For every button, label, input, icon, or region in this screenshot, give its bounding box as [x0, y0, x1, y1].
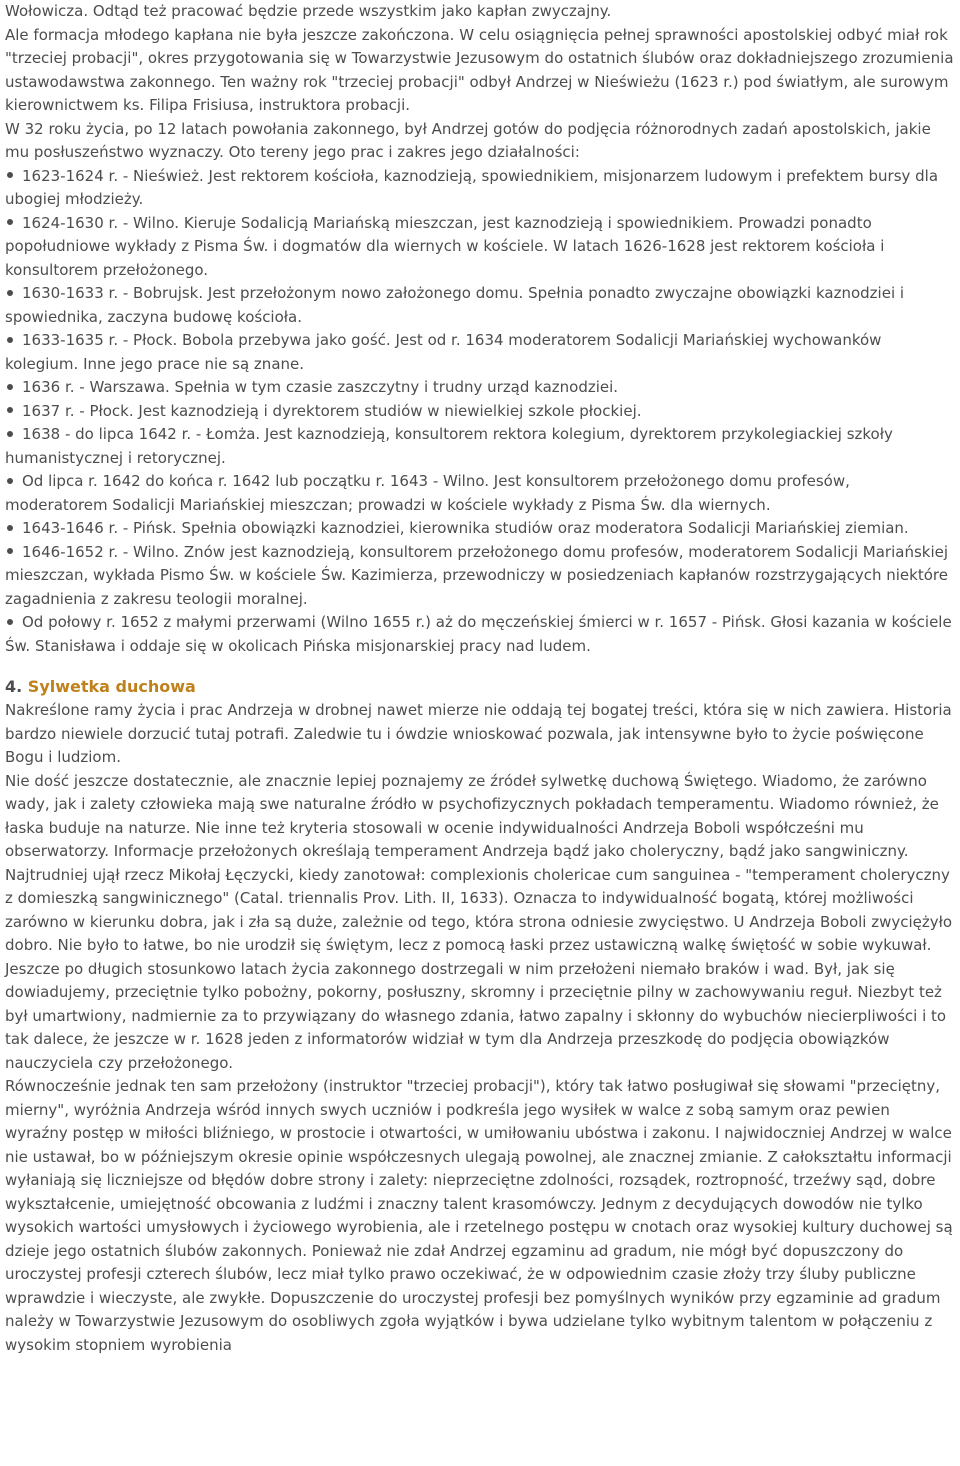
timeline-list: [5, 165, 954, 659]
intro-paragraph: Wołowicza. Odtąd też pracować będzie przede wszystkim jako kapłan zwyczajny.: [5, 2, 612, 20]
body-paragraph: Nie dość jeszcze dostatecznie, ale znacznie lepiej poznajemy ze źródeł sylwetkę duchową Świętego. Wiadomo, że zarówno wady, jak i zalety człowieka mają swe naturalne źródło w psychofizycznych pokładach temperamentu. Wiadomo również, że łaska buduje na naturze. Nie inne też kryteria stosowali w ocenie indywidualności Andrzeja Boboli współcześni mu obserwatorzy. Informacje przełożonych określają temperament Andrzeja bądź jako choleryczny, bądź jako sangwiniczny. Najtrudniej ujął rzecz Mikołaj Łęczycki, kiedy zanotował: complexionis cholericae cum sanguinea - "temperament choleryczny z domieszką sangwinicznego" (Catal. triennalis Prov. Lith. II, 1633). Oznacza to indywidualność bogatą, której możliwości zarówno w kierunku dobra, jak i zła są duże, zależnie od tego, która strona odniesie zwycięstwo. U Andrzeja Boboli zwyciężyło dobro. Nie było to łatwe, bo nie urodził się świętym, lecz z pomocą łaski przez ustawiczną walkę świętość w sobie wykuwał.: [5, 771, 953, 954]
timeline-item: [5, 400, 954, 424]
timeline-text: Od połowy r. 1652 z małymi przerwami (Wilno 1655 r.) aż do męczeńskiej śmierci w r. 1657 - Pińsk. Głosi kazania w kościele Św. Stanisława i oddaje się w okolicach Pińska misjonarskiej pracy nad ludem.: [5, 613, 952, 655]
timeline-text: 1638 - do lipca 1642 r. - Łomża. Jest kaznodzieją, konsultorem rektora kolegium, dyrektorem przykolegiackiej szkoły humanistycznej i retorycznej.: [5, 425, 893, 467]
timeline-item: [5, 329, 954, 376]
timeline-item: [5, 165, 954, 212]
bullet-icon: [7, 337, 13, 343]
timeline-text: 1646-1652 r. - Wilno. Znów jest kaznodzieją, konsultorem przełożonego domu profesów, moderatorem Sodalicji Mariańskiej mieszczan, wykłada Pismo Św. w kościele Św. Kazimierza, przewodniczy w posiedzeniach kapłanów rozstrzygających niektóre zagadnienia z zakresu teologii moralnej.: [5, 542, 949, 608]
bullet-icon: [7, 219, 13, 225]
timeline-item: [5, 423, 954, 470]
section-heading: [5, 674, 954, 699]
bullet-icon: [7, 290, 13, 296]
intro-paragraph: Ale formacja młodego kapłana nie była jeszcze zakończona. W celu osiągnięcia pełnej sprawności apostolskiej odbyć miał rok "trzeciej probacji", okres przygotowania się w Towarzystwie Jezusowym do ostatnich ślubów oraz dokładniejszego zrozumienia ustawodawstwa zakonnego. Ten ważny rok "trzeciej probacji" odbył Andrzej w Nieświeżu (1623 r.) pod światłym, ale surowym kierownictwem ks. Filipa Frisiusa, instruktora probacji.: [5, 25, 954, 114]
bullet-icon: [7, 548, 13, 554]
bullet-icon: [7, 172, 13, 178]
timeline-item: [5, 470, 954, 517]
bullet-icon: [7, 525, 13, 531]
section-title: Sylwetka duchowa: [27, 677, 196, 696]
section-number: 4.: [5, 677, 23, 696]
timeline-text: 1624-1630 r. - Wilno. Kieruje Sodalicją Mariańską mieszczan, jest kaznodzieją i spowiednikiem. Prowadzi ponadto popołudniowe wykłady z Pisma Św. i dogmatów dla wiernych w kościele. W latach 1626-1628 jest rektorem kościoła i konsultorem przełożonego.: [5, 213, 885, 279]
bullet-icon: [7, 619, 13, 625]
intro-paragraph: W 32 roku życia, po 12 latach powołania zakonnego, był Andrzej gotów do podjęcia różnorodnych zadań apostolskich, jakie mu posłuszeństwo wyznaczy. Oto tereny jego prac i zakres jego działalności:: [5, 119, 931, 161]
body-paragraph: Nakreślone ramy życia i prac Andrzeja w drobnej nawet mierze nie oddają tej bogatej treści, która się w nich zawiera. Historia bardzo niewiele dorzucić tutaj potrafi. Zaledwie tu i ówdzie wnioskować pozwala, jak intensywne było to życie poświęcone Bogu i ludziom.: [5, 701, 952, 766]
timeline-text: 1633-1635 r. - Płock. Bobola przebywa jako gość. Jest od r. 1634 moderatorem Sodalicji Mariańskiej wychowanków kolegium. Inne jego prace nie są znane.: [5, 331, 882, 373]
timeline-text: 1623-1624 r. - Nieśwież. Jest rektorem kościoła, kaznodzieją, spowiednikiem, misjonarzem ludowym i prefektem bursy dla ubogiej młodzieży.: [5, 166, 939, 208]
timeline-item: [5, 517, 954, 541]
bullet-icon: [7, 431, 13, 437]
timeline-item: [5, 541, 954, 612]
timeline-item: [5, 611, 954, 658]
timeline-text: 1643-1646 r. - Pińsk. Spełnia obowiązki kaznodziei, kierownika studiów oraz moderatora Sodalicji Mariańskiej ziemian.: [22, 519, 909, 537]
bullet-icon: [7, 407, 13, 413]
timeline-text: Od lipca r. 1642 do końca r. 1642 lub początku r. 1643 - Wilno. Jest konsultorem przełożonego domu profesów, moderatorem Sodalicji Mariańskiej mieszczan; prowadzi w kościele wykłady z Pisma Św. dla wiernych.: [5, 472, 850, 514]
body-paragraph: Jeszcze po długich stosunkowo latach życia zakonnego dostrzegali w nim przełożeni niemało braków i wad. Był, jak się dowiadujemy, przeciętnie tylko pobożny, pokorny, posłuszny, skromny i przeciętnie pilny w zachowywaniu reguł. Niezbyt też był umartwiony, nadmiernie za to przywiązany do własnego zdania, łatwo zapalny i skłonny do wybuchów niecierpliwości i to tak dalece, że jeszcze w r. 1628 jeden z informatorów widział w tym dla Andrzeja przeszkodę do podjęcia obowiązków nauczyciela czy przełożonego.: [5, 959, 947, 1072]
timeline-text: 1636 r. - Warszawa. Spełnia w tym czasie zaszczytny i trudny urząd kaznodziei.: [22, 378, 619, 396]
timeline-item: [5, 282, 954, 329]
timeline-text: 1637 r. - Płock. Jest kaznodzieją i dyrektorem studiów w niewielkiej szkole płockiej.: [22, 401, 642, 420]
bullet-icon: [7, 478, 13, 484]
bullet-icon: [7, 384, 13, 390]
timeline-item: [5, 212, 954, 283]
body-paragraph: Równocześnie jednak ten sam przełożony (instruktor "trzeciej probacji"), który tak łatwo posługiwał się słowami "przeciętny, mierny", wyróżnia Andrzeja wśród innych swych uczniów i podkreśla jego wysiłek w walce z sobą samym oraz pewien wyraźny postęp w miłości bliźniego, w prostocie i otwartości, w umiłowaniu ubóstwa i zakonu. I najwidoczniej Andrzej w walce nie ustawał, bo w późniejszym okresie opinie współczesnych ulegają powolnej, ale znacznej zmianie. Z całokształtu informacji wyłaniają się liczniejsze od błędów dobre strony i zalety: nieprzeciętne zdolności, rozsądek, roztropność, trzeźwy sąd, dobre wykształcenie, umiejętność obcowania z ludźmi i znaczny talent krasomówczy. Jednym z decydujących dowodów nie tylko wysokich wartości umysłowych i życiowego wyrobienia, ale i rzetelnego postępu w cnotach oraz wysokiej kultury duchowej są dzieje jego ostatnich ślubów zakonnych. Ponieważ nie zdał Andrzej egzaminu ad gradum, nie mógł być dopuszczony do uroczystej profesji czterech ślubów, lecz miał tylko prawo oczekiwać, że w odpowiednim czasie złoży trzy śluby publiczne wprawdzie i wieczyste, ale zwykłe. Dopuszczenie do uroczystej profesji bez pomyślnych wyników przy egzaminie ad gradum należy w Towarzystwie Jezusowym do osobliwych zgoła wyjątków i bywa udzielane tylko wybitnym talentom w połączeniu z wysokim stopniem wyrobienia: [5, 1077, 953, 1354]
timeline-text: 1630-1633 r. - Bobrujsk. Jest przełożonym nowo założonego domu. Spełnia ponadto zwyczajne obowiązki kaznodziei i spowiednika, zaczyna budowę kościoła.: [5, 284, 905, 326]
timeline-item: [5, 376, 954, 400]
